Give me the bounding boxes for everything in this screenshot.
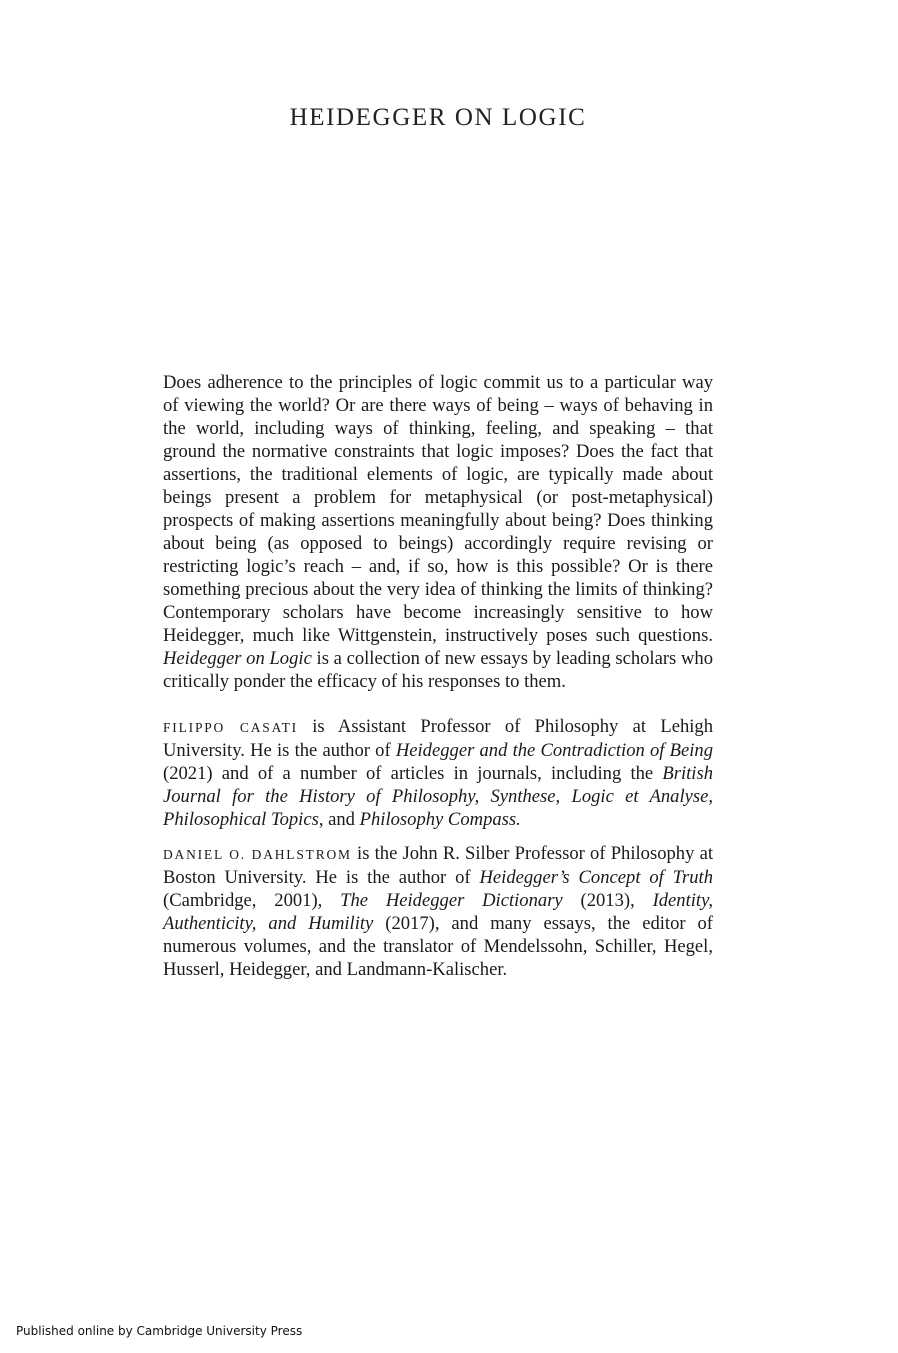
bio-book-title: Heidegger’s Concept of Truth — [479, 867, 713, 888]
book-description — [163, 371, 713, 693]
bio-text: (Cambridge, 2001), — [163, 890, 341, 911]
bio-text: (2021) and of a number of articles in journals, including the — [163, 763, 663, 784]
author-name: FILIPPO CASATI — [163, 720, 298, 735]
bio-paragraph — [163, 715, 713, 831]
bio-paragraph — [163, 842, 713, 981]
bio-book-title: The Heidegger Dictionary — [340, 890, 563, 911]
book-description-paragraph — [163, 371, 713, 693]
author-name: DANIEL O. DAHLSTROM — [163, 847, 352, 862]
description-text-end: is a collection of new essays by leading scholars who critically ponder the efficacy of his responses to them. — [163, 648, 713, 692]
description-text: Does adherence to the principles of logic commit us to a particular way of viewing the world? Or are there ways of being – ways of behaving in the world, including ways of thinking, feeling, and speaking – that ground the normative constraints that logic imposes? Does the fact that assertions, the traditional elements of logic, are typically made about beings present a problem for metaphysical (or post-metaphysical) prospects of making assertions meaningfully about being? Does thinking about being (as opposed to beings) accordingly require revising or restricting logic’s reach – and, if so, how is this possible? Or is there something precious about the very idea of thinking the limits of thinking? Contemporary scholars have become increasingly sensitive to how Heidegger, much like Wittgenstein, instructively poses such questions. — [163, 372, 713, 646]
bio-book-title: Heidegger and the Contradiction of Being — [395, 740, 713, 761]
author-bio-dahlstrom — [163, 842, 713, 981]
bio-journals: British Journal for the History of Philosophy, Synthese, Logic et Analyse, Philosophical Topics — [163, 763, 713, 830]
bio-text: is the John R. Silber Professor of Philosophy at Boston University. He is the author of — [163, 843, 713, 888]
bio-text: is Assistant Professor of Philosophy at Lehigh University. He is the author of — [163, 716, 713, 761]
bio-text: (2017), and many essays, the editor of numerous volumes, and the translator of Mendelssohn, Schiller, Hegel, Husserl, Heidegger, and Landmann-Kalischer. — [163, 913, 714, 980]
publisher-footer: Published online by Cambridge University Press — [16, 1324, 303, 1338]
author-bio-casati — [163, 715, 713, 831]
description-book-title: Heidegger on Logic — [163, 648, 312, 669]
page-title: HEIDEGGER ON LOGIC — [289, 104, 587, 131]
bio-text: (2013), — [562, 890, 653, 911]
bio-journal: Philosophy Compass. — [359, 809, 521, 830]
bio-text: , and — [318, 809, 360, 830]
bio-book-title: Identity, Authenticity, and Humility — [163, 890, 713, 934]
